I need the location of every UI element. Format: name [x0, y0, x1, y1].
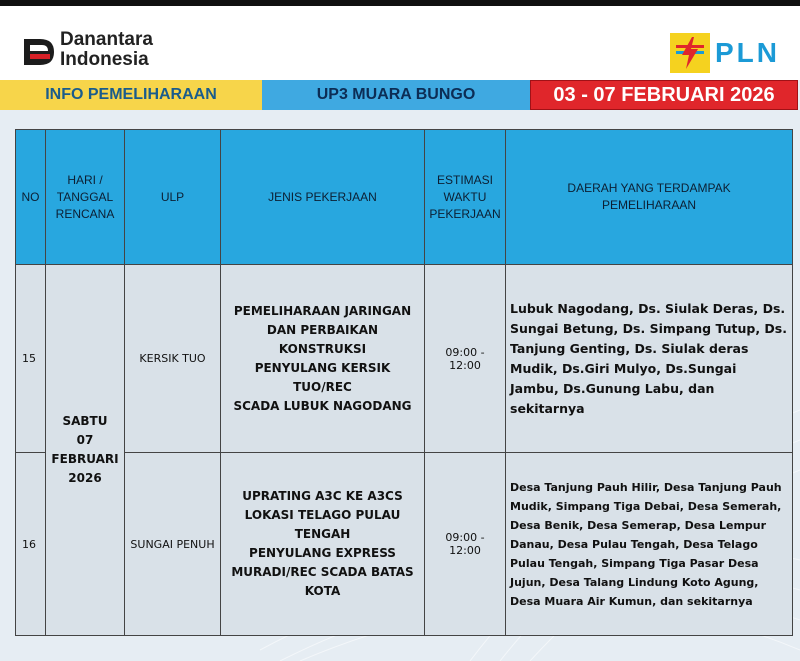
header-ulp: ULP — [125, 130, 221, 265]
table-header-row — [16, 130, 793, 265]
info-band: INFO PEMELIHARAAN — [0, 80, 262, 110]
maintenance-table — [15, 129, 793, 636]
table-row — [16, 265, 793, 453]
row-job: PEMELIHARAAN JARINGAN DAN PERBAIKAN KONSTRUKSI PENYULANG KERSIK TUO/REC SCADA LUBUK NAGODANG — [221, 265, 425, 453]
row-no: 16 — [16, 453, 46, 636]
header-no: NO — [16, 130, 46, 265]
header — [0, 6, 800, 80]
row-time: 09:00 - 12:00 — [425, 265, 506, 453]
table-row — [16, 453, 793, 636]
pln-lightning-icon — [670, 33, 710, 73]
date-range-band: 03 - 07 FEBRUARI 2026 — [530, 80, 798, 110]
danantara-logo-icon — [22, 35, 56, 69]
unit-band: UP3 MUARA BUNGO — [262, 80, 530, 110]
header-job: JENIS PEKERJAAN — [221, 130, 425, 265]
row-area: Lubuk Nagodang, Ds. Siulak Deras, Ds. Sungai Betung, Ds. Simpang Tutup, Ds. Tanjung Genting, Ds. Siulak deras Mudik, Ds.Giri Mulyo, Ds.Sungai Jambu, Ds.Gunung Labu, dan sekitarnya — [506, 265, 793, 453]
day-date-cell: SABTU 07 FEBRUARI 2026 — [46, 265, 125, 636]
header-area: DAERAH YANG TERDAMPAK PEMELIHARAAN — [506, 130, 793, 265]
row-no: 15 — [16, 265, 46, 453]
row-job: UPRATING A3C KE A3CS LOKASI TELAGO PULAU TENGAH PENYULANG EXPRESS MURADI/REC SCADA BATAS KOTA — [221, 453, 425, 636]
row-ulp: KERSIK TUO — [125, 265, 221, 453]
row-ulp: SUNGAI PENUH — [125, 453, 221, 636]
row-area: Desa Tanjung Pauh Hilir, Desa Tanjung Pauh Mudik, Simpang Tiga Debai, Desa Semerah, Desa Benik, Desa Semerap, Desa Lempur Danau, Desa Pulau Tengah, Desa Telago Pulau Tengah, Simpang Tiga Pasar Desa Jujun, Desa Talang Lindung Koto Agung, Desa Muara Air Kumun, dan sekitarnya — [506, 453, 793, 636]
danantara-wordmark: Danantara Indonesia — [60, 29, 153, 70]
header-time: ESTIMASI WAKTU PEKERJAAN — [425, 130, 506, 265]
pln-wordmark: PLN — [715, 37, 780, 68]
header-day: HARI / TANGGAL RENCANA — [46, 130, 125, 265]
row-time: 09:00 - 12:00 — [425, 453, 506, 636]
